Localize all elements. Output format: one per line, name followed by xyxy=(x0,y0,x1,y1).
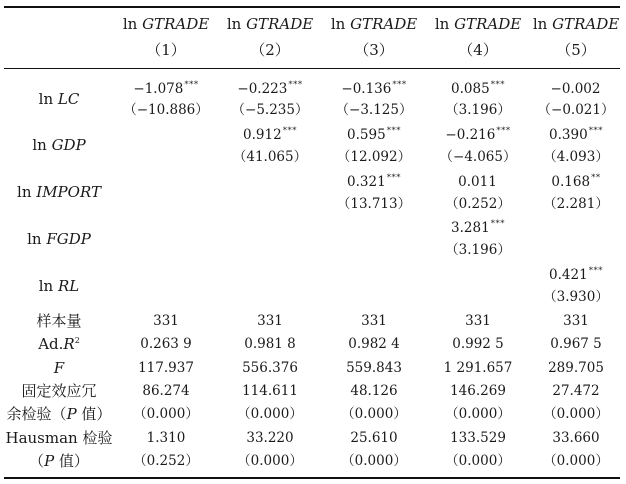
fe-test-p-2: （0.000） xyxy=(237,406,303,422)
coef-lnlc-1: −1.078*** xyxy=(133,80,199,97)
column-index-4: （4） xyxy=(458,41,498,59)
sample-size-5: 331 xyxy=(563,313,589,329)
f-stat-5: 289.705 xyxy=(548,360,604,376)
f-stat-1: 117.937 xyxy=(138,360,194,376)
fe-test-1: 86.274 xyxy=(142,383,190,399)
adj-r2-2: 0.981 8 xyxy=(244,336,296,352)
coef-lngdp-3: 0.595*** xyxy=(347,126,401,143)
adj-r2-3: 0.982 4 xyxy=(348,336,400,352)
coef-lnlc-3: −0.136*** xyxy=(341,80,407,97)
row-label-fe-test-line2: 余检验（P 值） xyxy=(6,405,112,423)
coef-lnimport-4: 0.011 xyxy=(458,174,497,190)
hausman-p-2: （0.000） xyxy=(237,453,303,469)
column-index-1: （1） xyxy=(146,41,186,59)
column-index-2: （2） xyxy=(250,41,290,59)
tstat-lnfgdp-4: （3.196） xyxy=(445,242,511,258)
f-stat-3: 559.843 xyxy=(346,360,402,376)
row-label-hausman-line1: Hausman 检验 xyxy=(5,429,113,447)
coef-lnrl-5: 0.421*** xyxy=(549,266,603,283)
sample-size-1: 331 xyxy=(153,313,179,329)
row-label-hausman-line2: （P 值） xyxy=(29,452,89,470)
hausman-p-4: （0.000） xyxy=(445,453,511,469)
fe-test-5: 27.472 xyxy=(552,383,600,399)
f-stat-4: 1 291.657 xyxy=(443,360,513,376)
coef-lnimport-5: 0.168** xyxy=(551,173,601,190)
coef-lnlc-2: −0.223*** xyxy=(237,80,303,97)
tstat-lngdp-3: （12.092） xyxy=(336,149,412,165)
adj-r2-5: 0.967 5 xyxy=(550,336,602,352)
coef-lnfgdp-4: 3.281*** xyxy=(451,219,505,236)
row-label-sample-size: 样本量 xyxy=(36,312,82,330)
fe-test-p-5: （0.000） xyxy=(543,406,609,422)
fe-test-3: 48.126 xyxy=(350,383,398,399)
top-rule xyxy=(4,6,620,8)
tstat-lnlc-1: （−10.886） xyxy=(123,102,209,118)
fe-test-p-4: （0.000） xyxy=(445,406,511,422)
coef-lnlc-4: 0.085*** xyxy=(451,80,505,97)
coef-lnlc-5: −0.002 xyxy=(550,81,601,97)
row-label-lnimport: ln IMPORT xyxy=(17,183,101,201)
adj-r2-4: 0.992 5 xyxy=(452,336,504,352)
row-label-lnrl: ln RL xyxy=(38,277,80,295)
tstat-lnimport-3: （13.713） xyxy=(336,196,412,212)
coef-lngdp-2: 0.912*** xyxy=(243,126,297,143)
column-header-2: ln GTRADE xyxy=(226,15,314,33)
sample-size-2: 331 xyxy=(257,313,283,329)
tstat-lnlc-3: （−3.125） xyxy=(335,102,413,118)
hausman-p-3: （0.000） xyxy=(341,453,407,469)
hausman-5: 33.660 xyxy=(552,430,600,446)
f-stat-2: 556.376 xyxy=(242,360,298,376)
adj-r2-1: 0.263 9 xyxy=(140,336,192,352)
tstat-lnimport-4: （0.252） xyxy=(445,196,511,212)
tstat-lnlc-2: （−5.235） xyxy=(231,102,309,118)
fe-test-4: 146.269 xyxy=(450,383,506,399)
hausman-3: 25.610 xyxy=(350,430,398,446)
column-index-3: （3） xyxy=(354,41,394,59)
coef-lngdp-5: 0.390*** xyxy=(549,126,603,143)
column-header-4: ln GTRADE xyxy=(434,15,522,33)
fe-test-p-1: （0.000） xyxy=(133,406,199,422)
row-label-lnlc: ln LC xyxy=(38,90,80,108)
column-header-5: ln GTRADE xyxy=(532,15,620,33)
column-header-1: ln GTRADE xyxy=(122,15,210,33)
hausman-2: 33.220 xyxy=(246,430,294,446)
tstat-lnimport-5: （2.281） xyxy=(543,196,609,212)
row-label-adj-r2: $Ad.R^2$ xyxy=(38,335,80,353)
row-label-f: F xyxy=(53,359,65,377)
tstat-lngdp-2: （41.065） xyxy=(232,149,308,165)
sample-size-3: 331 xyxy=(361,313,387,329)
sample-size-4: 331 xyxy=(465,313,491,329)
coef-lngdp-4: −0.216*** xyxy=(445,126,511,143)
tstat-lnlc-5: （−0.021） xyxy=(537,102,615,118)
hausman-p-5: （0.000） xyxy=(543,453,609,469)
row-label-fe-test-line1: 固定效应冗 xyxy=(21,382,97,400)
tstat-lnrl-5: （3.930） xyxy=(543,289,609,305)
coef-lnimport-3: 0.321*** xyxy=(347,173,401,190)
hausman-p-1: （0.252） xyxy=(133,453,199,469)
fe-test-p-3: （0.000） xyxy=(341,406,407,422)
bottom-rule xyxy=(4,477,620,479)
row-label-lngdp: ln GDP xyxy=(32,136,86,154)
tstat-lngdp-4: （−4.065） xyxy=(439,149,517,165)
header-rule xyxy=(4,68,620,69)
hausman-4: 133.529 xyxy=(450,430,506,446)
fe-test-2: 114.611 xyxy=(242,383,298,399)
column-header-3: ln GTRADE xyxy=(330,15,418,33)
column-index-5: （5） xyxy=(556,41,596,59)
tstat-lngdp-5: （4.093） xyxy=(543,149,609,165)
row-label-lnfgdp: ln FGDP xyxy=(27,230,91,248)
tstat-lnlc-4: （3.196） xyxy=(445,102,511,118)
hausman-1: 1.310 xyxy=(146,430,186,446)
